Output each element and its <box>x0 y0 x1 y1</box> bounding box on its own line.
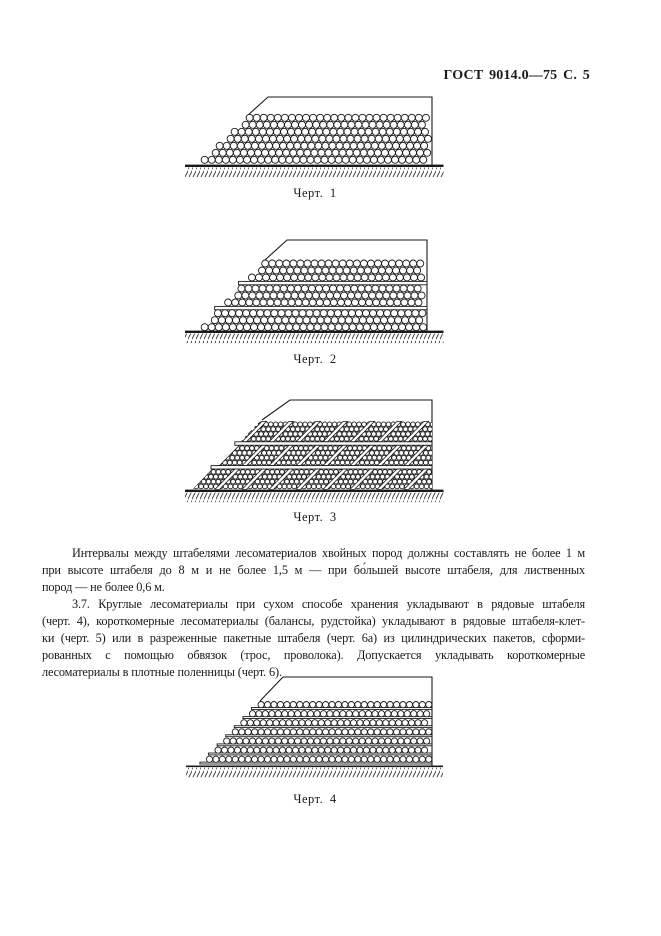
paragraph-2-line: (черт. 4), короткомерные лесоматериалы (балансы, рудстойка) укладывают в рядовые штабеля-клет- <box>42 614 585 628</box>
figure-1-caption: Черт. 1 <box>293 186 337 200</box>
figure-4-caption: Черт. 4 <box>293 792 337 806</box>
figure-3-caption: Черт. 3 <box>293 510 337 524</box>
paragraph-1-line: пород — не более 0,6 м. <box>42 580 165 594</box>
paragraph-1-line: при высоте штабеля до 8 м и не более 1,5 м — при бо́льшей высоте штабеля, для лиственных <box>42 563 585 577</box>
paragraph-2-line: рованных с помощью обвязок (трос, проволока). Допускается укладывать короткомерные <box>42 648 585 662</box>
paragraph-1-line: Интервалы между штабелями лесоматериалов хвойных пород должны составлять не более 1 м <box>72 546 585 560</box>
paragraph-2-line: 3.7. Круглые лесоматериалы при сухом способе хранения укладывают в рядовые штабеля <box>72 597 585 611</box>
page-header: ГОСТ 9014.0—75 С. 5 <box>443 68 590 83</box>
paragraph-2-line: ки (черт. 5) или в разреженные пакетные штабеля (черт. 6а) из цилиндрических пакетов, сформи- <box>42 631 585 645</box>
paragraph-2-line: лесоматериалы в плотные поленницы (черт. 6). <box>42 665 282 679</box>
body-text <box>42 545 585 681</box>
figure-2-caption: Черт. 2 <box>293 352 337 366</box>
